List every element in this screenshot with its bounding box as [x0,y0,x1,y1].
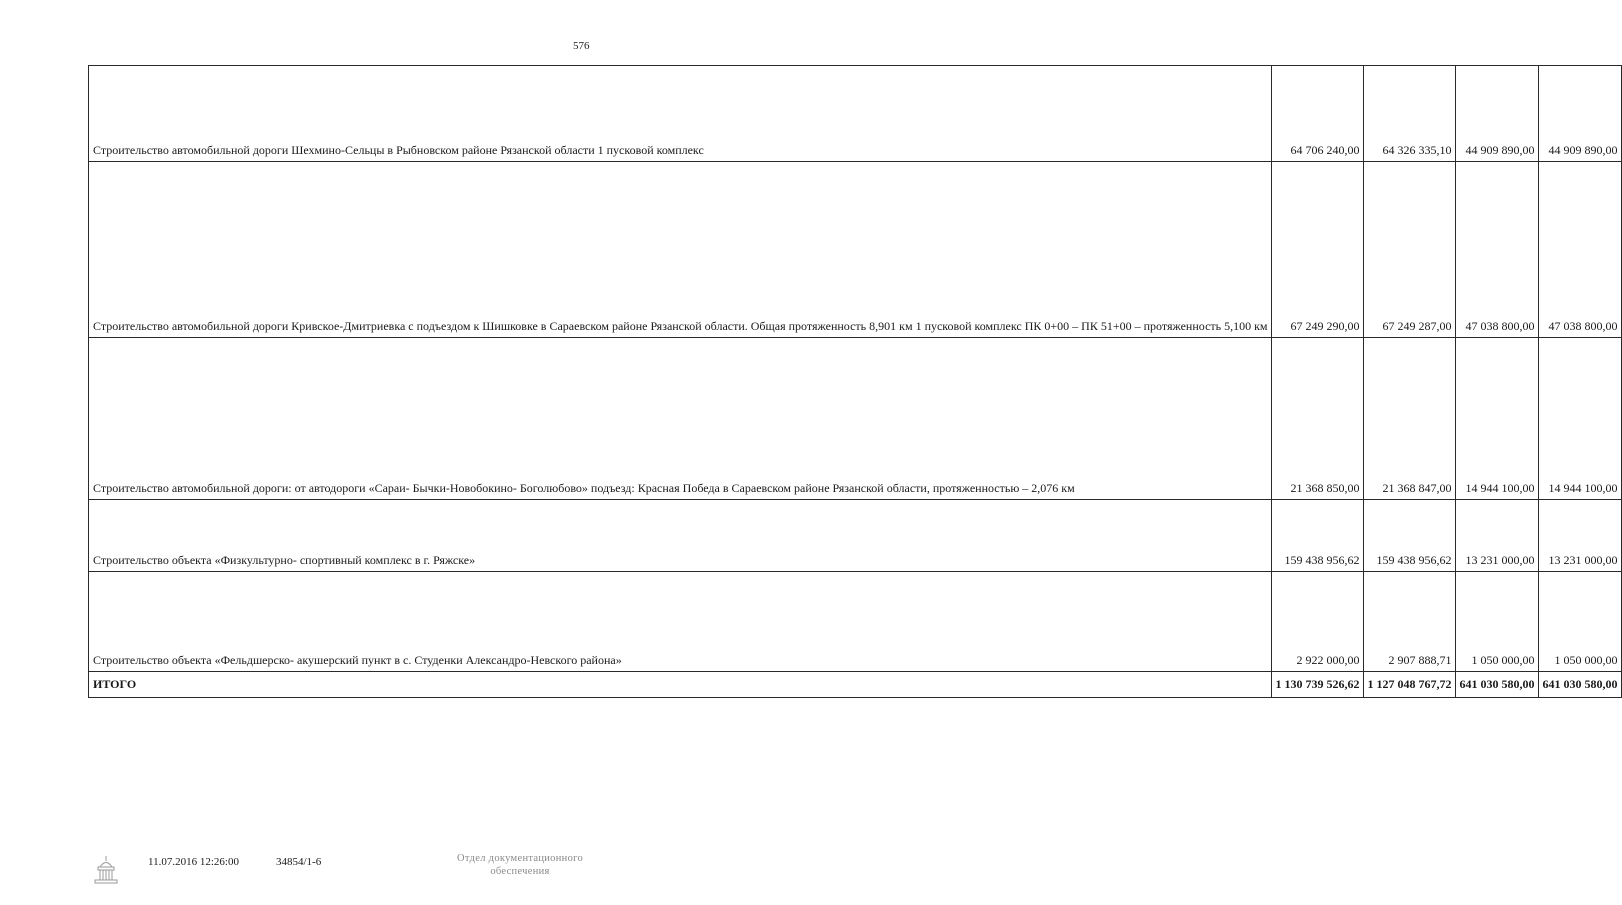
building-emblem-icon [93,855,119,890]
object-name: Строительство объекта «Физкультурно- спортивный комплекс в г. Ряжске» [89,500,1272,572]
value-cell: 67 249 290,00 [1271,162,1363,338]
value-cell: 21 368 850,00 [1271,338,1363,500]
value-cell: 21 368 847,00 [1363,338,1455,500]
object-name: Строительство автомобильной дороги: от автодороги «Сараи- Бычки-Новобокино- Боголюбово» подъезд: Красная Победа в Сараевском районе Рязанской области, протяженностью – 2,076 км [89,338,1272,500]
value-cell: 44 909 890,00 [1455,66,1538,162]
value-cell: 13 231 000,00 [1455,500,1538,572]
value-cell: 67 249 287,00 [1363,162,1455,338]
total-row [89,672,1622,698]
table-row [89,338,1622,500]
table-row [89,162,1622,338]
value-cell: 47 038 800,00 [1538,162,1621,338]
value-cell: 159 438 956,62 [1363,500,1455,572]
table-row [89,66,1622,162]
object-name: Строительство объекта «Фельдшерско- акушерский пункт в с. Студенки Александро-Невского района» [89,572,1272,672]
value-cell: 14 944 100,00 [1455,338,1538,500]
table-row [89,500,1622,572]
page-number: 576 [573,40,590,52]
total-value: 1 127 048 767,72 [1363,672,1455,698]
total-value: 641 030 580,00 [1455,672,1538,698]
footer-date: 11.07.2016 12:26:00 [148,856,239,868]
stamp-line: Отдел документационного [456,853,584,864]
value-cell: 13 231 000,00 [1538,500,1621,572]
object-name: Строительство автомобильной дороги Кривское-Дмитриевка с подъездом к Шишковке в Сараевском районе Рязанской области. Общая протяженность 8,901 км 1 пусковой комплекс ПК 0+00 – ПК 51+00 – протяженность 5,100 км [89,162,1272,338]
value-cell: 1 050 000,00 [1455,572,1538,672]
total-value: 641 030 580,00 [1538,672,1621,698]
total-value: 1 130 739 526,62 [1271,672,1363,698]
total-label: ИТОГО [89,672,1272,698]
stamp-line: обеспечения [490,866,550,877]
budget-table [88,65,1622,698]
department-stamp [440,852,600,878]
value-cell: 2 922 000,00 [1271,572,1363,672]
value-cell: 1 050 000,00 [1538,572,1621,672]
value-cell: 159 438 956,62 [1271,500,1363,572]
value-cell: 47 038 800,00 [1455,162,1538,338]
value-cell: 64 706 240,00 [1271,66,1363,162]
object-name: Строительство автомобильной дороги Шехмино-Сельцы в Рыбновском районе Рязанской области 1 пусковой комплекс [89,66,1272,162]
value-cell: 14 944 100,00 [1538,338,1621,500]
value-cell: 2 907 888,71 [1363,572,1455,672]
table-row [89,572,1622,672]
value-cell: 64 326 335,10 [1363,66,1455,162]
footer-code: 34854/1-6 [276,856,322,868]
value-cell: 44 909 890,00 [1538,66,1621,162]
